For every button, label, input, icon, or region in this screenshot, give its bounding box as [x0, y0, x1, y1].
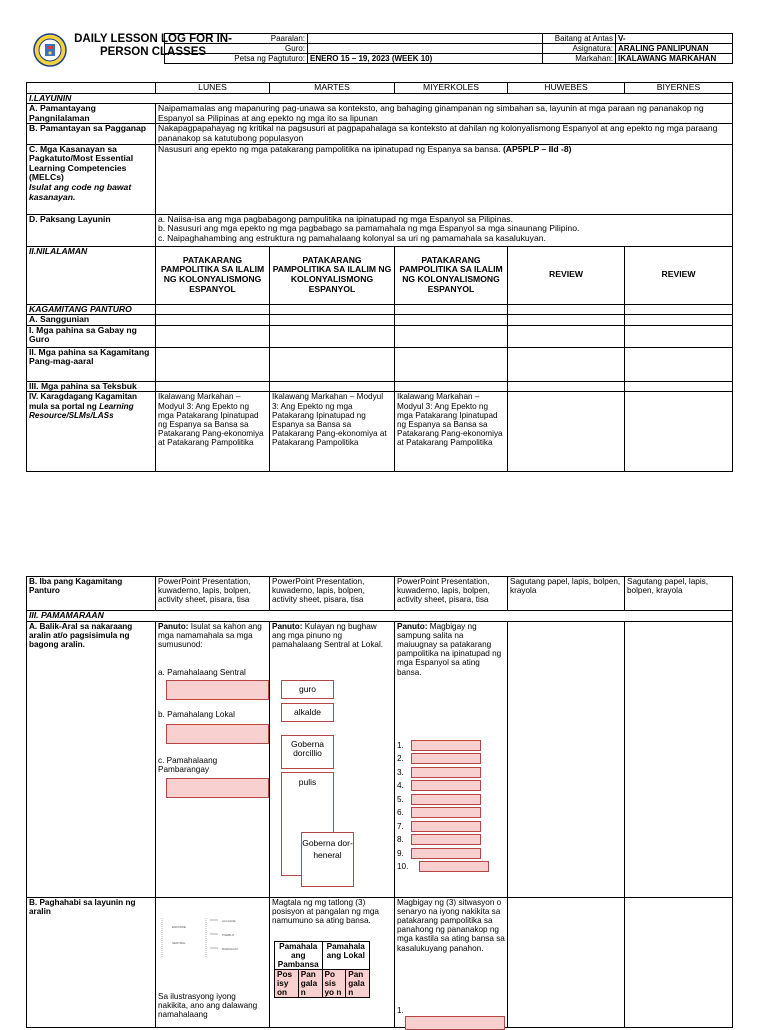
row-label-pamantayang-pangnilalaman: A. Pamantayang Pangnilalaman: [27, 104, 156, 124]
day-header-martes: MARTES: [270, 83, 395, 94]
numbered-answer-row: [397, 834, 505, 847]
row-label-balik-aral: A. Balik-Aral sa nakaraang aralin at/o pagsisimula ng bagong aralin.: [27, 621, 156, 897]
answer-number: 8.: [397, 835, 404, 845]
paghahabi-miyerkoles-text: Magbigay ng (3) sitwasyon o senaryo na iyong nakikita sa patakarang pampolitika sa panahong ng pananakop ng mga kastila sa ating bansa sa kasalukuyang panahon.: [397, 897, 505, 953]
field-value: ENERO 15 – 19, 2023 (WEEK 10): [308, 54, 543, 64]
field-label: Petsa ng Pagtuturo:: [165, 54, 308, 64]
answer-number: 7.: [397, 821, 404, 831]
diagram-label: BARANGAY: [222, 946, 239, 951]
day-header-miyerkoles: MIYERKOLES: [395, 83, 508, 94]
answer-box[interactable]: [411, 834, 481, 845]
numbered-answer-row: [397, 767, 505, 780]
nilalaman-cell: REVIEW: [625, 246, 733, 304]
numbered-answer-row: [397, 740, 505, 753]
melc-label: C. Mga Kasanayan sa Pagkatuto/Most Essential Learning Competencies (MELCs): [29, 143, 134, 183]
lunes-item: a. Pamahalaang Sentral: [158, 667, 246, 677]
answer-box[interactable]: [419, 861, 489, 872]
paghahabi-martes-text: Magtala ng mg tatlong (3) posisyon at pangalan ng mga namumuno sa ating bansa.: [272, 897, 379, 925]
choice-box-guro[interactable]: guro: [281, 680, 334, 699]
row-label-melc: [27, 144, 156, 214]
position-table-sub: Po sis yo n: [322, 969, 346, 997]
answer-number: 6.: [397, 808, 404, 818]
melc-text: [156, 144, 733, 214]
panuto-label: Panuto:: [158, 621, 189, 631]
field-label: Paaralan:: [165, 34, 308, 44]
field-value: V-: [616, 34, 733, 44]
karagdagang-italic: Learning Resource/SLMs/LASs: [29, 401, 134, 420]
answer-box[interactable]: [411, 848, 481, 859]
answer-box[interactable]: [411, 794, 481, 805]
paghahabi-lunes-text: Sa ilustrasyong iyong nakikita, ano ang dalawang namahalaang: [158, 991, 258, 1019]
row-label-teksbuk: III. Mga pahina sa Teksbuk: [27, 381, 156, 392]
balik-aral-martes: [270, 621, 395, 897]
answer-box[interactable]: [411, 807, 481, 818]
balik-aral-lunes: [156, 621, 270, 897]
answer-box[interactable]: [411, 753, 481, 764]
header-left-fields: [164, 33, 543, 64]
field-label: Guro:: [165, 44, 308, 54]
answer-number: 3.: [397, 767, 404, 777]
nilalaman-cell: PATAKARANG PAMPOLITIKA SA ILALIM NG KOLONYALISMONG ESPANYOL: [156, 246, 270, 304]
lesson-log-table-2: [26, 576, 733, 1028]
day-header-huwebes: HUWEBES: [508, 83, 625, 94]
document-title: DAILY LESSON LOG FOR IN-PERSON CLASSES: [74, 33, 232, 58]
melc-note: Isulat ang code ng bawat kasanayan.: [29, 181, 132, 202]
numbered-answer-row: [397, 821, 505, 834]
nilalaman-cell: PATAKARANG PAMPOLITIKA SA ILALIM NG KOLONYALISMONG ESPANYOL: [395, 246, 508, 304]
numbered-answer-row: [397, 861, 505, 874]
numbered-answer-row: [397, 848, 505, 861]
section-pamamaraan: III. PAMAMARAAN: [27, 611, 733, 622]
panuto-label: Panuto:: [397, 621, 428, 631]
numbered-answer-row: [397, 794, 505, 807]
row-label-paksang-layunin: D. Paksang Layunin: [27, 214, 156, 246]
numbered-answer-row: [397, 753, 505, 766]
diagram-label: ENKOMIE: [172, 924, 186, 929]
row-label-pamantayan-sa-pagganap: B. Pamantayan sa Pagganap: [27, 124, 156, 144]
choice-box-gobernadorcillo[interactable]: Goberna dorcillio: [281, 735, 334, 769]
answer-number: 5.: [397, 794, 404, 804]
paghahabi-item-number: 1.: [397, 1005, 404, 1015]
kagamitan-cell: PowerPoint Presentation, kuwaderno, lapis, bolpen, activity sheet, pisara, tisa: [156, 577, 270, 611]
lunes-item: c. Pamahalaang Pambarangay: [158, 755, 218, 774]
answer-box[interactable]: [411, 780, 481, 791]
pamantayan-sa-pagganap-text: Nakapagpapahayag ng kritikal na pagsusuri at pagpapahalaga sa konteksto at dahilan ng kolonyalismong Espanyol at ang epekto ng mga paraang pananakop sa katutubong populasyon: [156, 124, 733, 144]
answer-box[interactable]: [166, 724, 269, 744]
row-label-iba-pang-kagamitan: B. Iba pang Kagamitang Panturo: [27, 577, 156, 611]
position-table-sub: Pan gala n: [298, 969, 322, 997]
melc-desc: Nasusuri ang epekto ng mga patakarang pampolitika na ipinatupad ng Espanya sa bansa.: [158, 143, 503, 154]
karagdagang-cell: Ikalawang Markahan – Modyul 3: Ang Epekto ng mga Patakarang Ipinatupad ng Espanya sa Bansa sa Patakarang Pang-ekonomiya at Patakarang Pampolitika: [395, 392, 508, 472]
panuto-text: Isulat sa kahon ang mga namamahala sa mga sumusunod:: [158, 621, 262, 649]
paghahabi-miyerkoles: [395, 897, 508, 1027]
kagamitan-cell: Sagutang papel, lapis, bolpen, krayola: [625, 577, 733, 611]
field-label: Baitang at Antas: [543, 34, 616, 44]
karagdagang-cell: Ikalawang Markahan – Modyul 3: Ang Epekto ng mga Patakarang Ipinatupad ng Espanya sa Bansa sa Patakarang Pang-ekonomiya at Patakarang Pampolitika: [270, 392, 395, 472]
numbered-answer-row: [397, 807, 505, 820]
answer-number: 2.: [397, 754, 404, 764]
paksang-layunin-item: c. Naipaghahambing ang estruktura ng pamahalaang kolonyal sa uri ng pamamahala sa kasalukuyan.: [158, 232, 546, 243]
row-label-kagamitang-mag-aaral: II. Mga pahina sa Kagamitang Pang-mag-aaral: [27, 347, 156, 381]
answer-number: 9.: [397, 848, 404, 858]
panuto-label: Panuto:: [272, 621, 303, 631]
choice-box-pulis[interactable]: pulis: [281, 772, 334, 876]
answer-box[interactable]: [405, 1016, 505, 1030]
paksang-layunin-item: a. Naiisa-isa ang mga pagbabagong pampulitika na ipinatupad ng mga Espanyol sa Pilipinas.: [158, 213, 513, 224]
section-kagamitang-panturo: KAGAMITANG PANTURO: [27, 304, 156, 315]
answer-number: 1.: [397, 740, 404, 750]
numbered-answer-row: [397, 780, 505, 793]
field-value: ARALING PANLIPUNAN: [616, 44, 733, 54]
field-value: IKALAWANG MARKAHAN: [616, 54, 733, 64]
panuto-text: Magbigay ng sampung salita na maiuugnay sa patakarang pampolitika na ipinatupad ng mga Espanyol sa ating bansa.: [397, 621, 502, 677]
section-nilalaman: II.NILALAMAN: [27, 246, 156, 304]
field-label: Markahan:: [543, 54, 616, 64]
answer-box[interactable]: [411, 767, 481, 778]
melc-code: (AP5PLP – IId -8): [502, 143, 572, 154]
day-header-biyernes: BIYERNES: [625, 83, 733, 94]
nilalaman-cell: PATAKARANG PAMPOLITIKA SA ILALIM NG KOLONYALISMONG ESPANYOL: [270, 246, 395, 304]
row-label-paghahabi: B. Paghahabi sa layunin ng aralin: [27, 897, 156, 1027]
row-label-sanggunian: A. Sanggunian: [27, 315, 156, 326]
row-label-gabay-ng-guro: I. Mga pahina sa Gabay ng Guro: [27, 325, 156, 347]
field-value: [308, 44, 543, 54]
answer-box[interactable]: [411, 821, 481, 832]
answer-box[interactable]: [411, 740, 481, 751]
position-table-sub: Pos isy on: [275, 969, 299, 997]
paghahabi-martes: [270, 897, 395, 1027]
row-label-karagdagang-kagamitan: [27, 392, 156, 472]
day-header-lunes: LUNES: [156, 83, 270, 94]
paksang-layunin-item: b. Nasusuri ang mga epekto ng mga pagbabago sa pamamahala ng mga Espanyol sa mga sinaunang Pilipino.: [158, 223, 580, 234]
paghahabi-lunes: [156, 897, 270, 1027]
pamantayang-pangnilalaman-text: Naipamamalas ang mapanuring pag-unawa sa konteksto, ang bahaging ginampanan ng simbahan sa, layunin at mga paraan ng pananakop ng Espanyol sa Pilipinas at ang epekto ng mga ito sa lipunan: [156, 104, 733, 124]
answer-box[interactable]: [166, 680, 269, 700]
paksang-layunin-list: [156, 214, 733, 246]
balik-aral-miyerkoles: [395, 621, 508, 897]
diagram-label: SENTRAL: [172, 940, 186, 945]
kagamitan-cell: PowerPoint Presentation, kuwaderno, lapis, bolpen, activity sheet, pisara, tisa: [395, 577, 508, 611]
nilalaman-cell: REVIEW: [508, 246, 625, 304]
karagdagang-label: IV. Karagdagang Kagamitan mula sa portal ng: [29, 392, 137, 411]
answer-box[interactable]: [166, 778, 269, 798]
header-right-fields: [542, 33, 733, 64]
position-table-head: Pamahala ang Lokal: [322, 941, 370, 969]
deped-seal-logo: [33, 33, 67, 67]
diagram-label: PUEBLO: [222, 932, 235, 937]
corner-cell: [27, 83, 156, 94]
choice-box-alkalde[interactable]: alkalde: [281, 703, 334, 722]
government-structure-diagram: [158, 912, 258, 964]
position-table-sub: Pan gala n: [346, 969, 370, 997]
diagram-label: ALCALDE: [222, 918, 236, 923]
karagdagang-cell: Ikalawang Markahan – Modyul 3: Ang Epekto ng mga Patakarang Ipinatupad ng Espanya sa Bansa sa Patakarang Pang-ekonomiya at Patakarang Pampolitika: [156, 392, 270, 472]
choice-box-gobernador-heneral[interactable]: Goberna dor-heneral: [301, 832, 354, 887]
section-layunin: I.LAYUNIN: [27, 93, 733, 104]
position-table: [274, 941, 370, 998]
panuto-text: Kulayan ng bughaw ang mga pinuno ng pamahalaang Sentral at Lokal.: [272, 621, 384, 649]
field-label: Asignatura:: [543, 44, 616, 54]
lunes-item: b. Pamahalang Lokal: [158, 709, 235, 719]
lesson-log-table-1: [26, 82, 733, 472]
kagamitan-cell: PowerPoint Presentation, kuwaderno, lapis, bolpen, activity sheet, pisara, tisa: [270, 577, 395, 611]
position-table-head: Pamahala ang Pambansa: [275, 941, 323, 969]
kagamitan-cell: Sagutang papel, lapis, bolpen, krayola: [508, 577, 625, 611]
answer-number: 4.: [397, 781, 404, 791]
field-value: [308, 34, 543, 44]
answer-number: 10.: [397, 862, 409, 872]
